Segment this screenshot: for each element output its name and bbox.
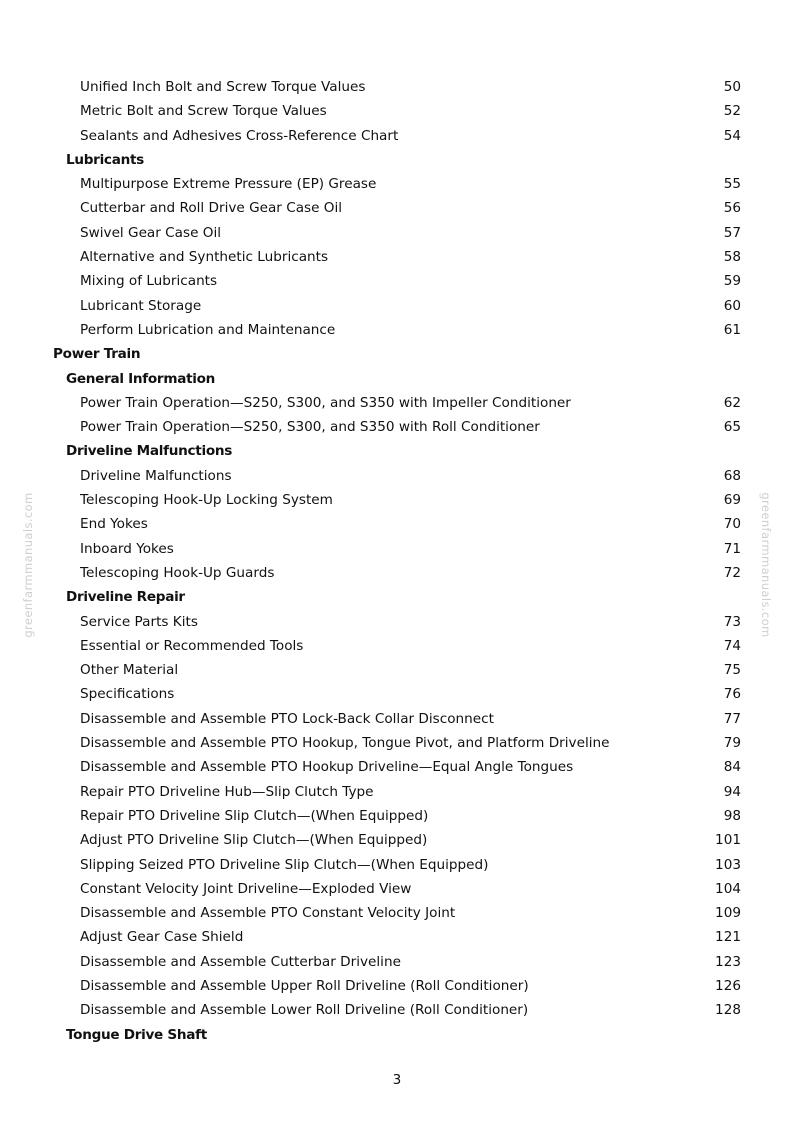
- toc-entry-title: Telescoping Hook-Up Guards: [80, 564, 275, 581]
- toc-entry-title: Driveline Malfunctions: [80, 467, 232, 484]
- toc-entry[interactable]: [0, 172, 794, 196]
- toc-entry-title: Swivel Gear Case Oil: [80, 224, 222, 241]
- toc-entry-title: Mixing of Lubricants: [80, 273, 218, 290]
- toc-entry-page-number: 77: [723, 710, 741, 727]
- toc-entry-page-number: 69: [723, 492, 741, 509]
- toc-entry-title: Multipurpose Extreme Pressure (EP) Grease: [80, 176, 377, 193]
- toc-entry-title: Constant Velocity Joint Driveline—Exploded View: [80, 880, 412, 897]
- toc-entry-title: Tongue Drive Shaft: [66, 1026, 207, 1043]
- toc-subsection[interactable]: [0, 148, 794, 172]
- toc-entry[interactable]: [0, 415, 794, 439]
- toc-entry[interactable]: [0, 950, 794, 974]
- toc-entry[interactable]: [0, 464, 794, 488]
- toc-entry-page-number: 60: [723, 297, 741, 314]
- toc-entry-title: Slipping Seized PTO Driveline Slip Clutch—(When Equipped): [80, 856, 489, 873]
- toc-entry-title: Disassemble and Assemble PTO Lock-Back Collar Disconnect: [80, 710, 494, 727]
- toc-subsection[interactable]: [0, 367, 794, 391]
- toc-entry-title: Driveline Malfunctions: [66, 443, 233, 460]
- toc-entry[interactable]: [0, 707, 794, 731]
- toc-entry-title: Inboard Yokes: [80, 540, 174, 557]
- toc-entry-title: Disassemble and Assemble PTO Constant Velocity Joint: [80, 905, 456, 922]
- toc-entry-page-number: 65: [723, 419, 741, 436]
- toc-entry[interactable]: [0, 196, 794, 220]
- toc-entry-title: Repair PTO Driveline Slip Clutch—(When Equipped): [80, 807, 429, 824]
- toc-entry-title: Essential or Recommended Tools: [80, 637, 304, 654]
- toc-entry[interactable]: [0, 488, 794, 512]
- toc-entry[interactable]: [0, 780, 794, 804]
- toc-entry[interactable]: [0, 318, 794, 342]
- toc-entry-page-number: 74: [723, 637, 741, 654]
- watermark-left: greenfarmmanuals.com: [21, 492, 35, 638]
- toc-entry[interactable]: [0, 682, 794, 706]
- toc-entry[interactable]: [0, 804, 794, 828]
- toc-entry-title: Other Material: [80, 662, 179, 679]
- toc-entry[interactable]: [0, 731, 794, 755]
- toc-entry-title: Repair PTO Driveline Hub—Slip Clutch Type: [80, 783, 374, 800]
- page-number: 3: [392, 1072, 402, 1088]
- toc-entry-title: Lubricant Storage: [80, 297, 202, 314]
- toc-entry-page-number: 84: [723, 759, 741, 776]
- toc-entry[interactable]: [0, 294, 794, 318]
- toc-entry-title: Alternative and Synthetic Lubricants: [80, 249, 329, 266]
- toc-entry-page-number: 54: [723, 127, 741, 144]
- toc-entry[interactable]: [0, 755, 794, 779]
- toc-subsection[interactable]: [0, 439, 794, 463]
- toc-entry-title: Driveline Repair: [66, 589, 185, 606]
- toc-entry-page-number: 109: [715, 905, 741, 922]
- toc-entry-title: Power Train Operation—S250, S300, and S350 with Impeller Conditioner: [80, 394, 571, 411]
- toc-entry-page-number: 71: [723, 540, 741, 557]
- toc-entry-title: Power Train: [53, 346, 141, 363]
- toc-entry-title: End Yokes: [80, 516, 148, 533]
- toc-entry[interactable]: [0, 610, 794, 634]
- toc-entry-title: Lubricants: [66, 151, 144, 168]
- toc-entry-title: Power Train Operation—S250, S300, and S350 with Roll Conditioner: [80, 419, 540, 436]
- toc-entry-title: Disassemble and Assemble Cutterbar Driveline: [80, 953, 401, 970]
- toc-section[interactable]: [0, 342, 794, 366]
- toc-entry[interactable]: [0, 221, 794, 245]
- toc-entry-page-number: 123: [715, 953, 741, 970]
- toc-entry[interactable]: [0, 974, 794, 998]
- toc-entry[interactable]: [0, 634, 794, 658]
- toc-entry-page-number: 126: [715, 977, 741, 994]
- toc-entry-title: Unified Inch Bolt and Screw Torque Values: [80, 79, 366, 95]
- toc-entry-page-number: 55: [723, 176, 741, 193]
- toc-entry-page-number: 103: [715, 856, 741, 873]
- toc-entry-page-number: 121: [715, 929, 741, 946]
- toc-entry-page-number: 94: [723, 783, 741, 800]
- toc-entry-title: General Information: [66, 370, 216, 387]
- toc-entry-title: Disassemble and Assemble PTO Hookup, Tongue Pivot, and Platform Driveline: [80, 735, 610, 752]
- toc-entry-page-number: 73: [723, 613, 741, 630]
- toc-entry-page-number: 128: [715, 1002, 741, 1019]
- toc-entry-title: Adjust Gear Case Shield: [80, 929, 244, 946]
- toc-entry-title: Metric Bolt and Screw Torque Values: [80, 103, 327, 120]
- table-of-contents: [0, 75, 794, 1047]
- toc-entry-page-number: 61: [723, 321, 741, 338]
- toc-entry-page-number: 58: [723, 249, 741, 266]
- toc-entry-page-number: 76: [723, 686, 741, 703]
- toc-entry-title: Adjust PTO Driveline Slip Clutch—(When Equipped): [80, 832, 428, 849]
- toc-entry-title: Telescoping Hook-Up Locking System: [80, 492, 333, 509]
- toc-entry[interactable]: [0, 877, 794, 901]
- toc-entry[interactable]: [0, 99, 794, 123]
- toc-entry[interactable]: [0, 998, 794, 1022]
- toc-entry[interactable]: [0, 561, 794, 585]
- toc-entry[interactable]: [0, 391, 794, 415]
- toc-entry-page-number: 68: [723, 467, 741, 484]
- toc-entry-title: Perform Lubrication and Maintenance: [80, 321, 336, 338]
- toc-entry-page-number: 75: [723, 662, 741, 679]
- toc-entry[interactable]: [0, 658, 794, 682]
- toc-entry[interactable]: [0, 512, 794, 536]
- toc-entry-title: Disassemble and Assemble Upper Roll Driveline (Roll Conditioner): [80, 977, 529, 994]
- toc-entry-title: Sealants and Adhesives Cross-Reference Chart: [80, 127, 399, 144]
- toc-entry[interactable]: [0, 245, 794, 269]
- toc-entry[interactable]: [0, 75, 794, 99]
- toc-entry-page-number: 101: [715, 832, 741, 849]
- toc-entry-page-number: 57: [723, 224, 741, 241]
- toc-entry-page-number: 98: [723, 807, 741, 824]
- toc-entry-page-number: 52: [723, 103, 741, 120]
- toc-entry-page-number: 50: [723, 79, 741, 95]
- toc-entry[interactable]: [0, 828, 794, 852]
- watermark-right: greenfarmmanuals.com: [759, 492, 773, 638]
- toc-entry[interactable]: [0, 537, 794, 561]
- toc-entry-page-number: 59: [723, 273, 741, 290]
- toc-entry[interactable]: [0, 925, 794, 949]
- toc-entry[interactable]: [0, 269, 794, 293]
- toc-entry-page-number: 56: [723, 200, 741, 217]
- toc-entry-page-number: 79: [723, 735, 741, 752]
- toc-entry-title: Specifications: [80, 686, 175, 703]
- toc-entry[interactable]: [0, 853, 794, 877]
- toc-subsection[interactable]: [0, 1023, 794, 1047]
- toc-entry-page-number: 104: [715, 880, 741, 897]
- toc-entry-title: Service Parts Kits: [80, 613, 198, 630]
- toc-subsection[interactable]: [0, 585, 794, 609]
- toc-entry-page-number: 62: [723, 394, 741, 411]
- toc-entry-title: Disassemble and Assemble Lower Roll Driveline (Roll Conditioner): [80, 1002, 529, 1019]
- toc-entry[interactable]: [0, 124, 794, 148]
- toc-entry-page-number: 70: [723, 516, 741, 533]
- toc-entry[interactable]: [0, 901, 794, 925]
- toc-entry-page-number: 72: [723, 564, 741, 581]
- toc-entry-title: Cutterbar and Roll Drive Gear Case Oil: [80, 200, 343, 217]
- toc-entry-title: Disassemble and Assemble PTO Hookup Driveline—Equal Angle Tongues: [80, 759, 574, 776]
